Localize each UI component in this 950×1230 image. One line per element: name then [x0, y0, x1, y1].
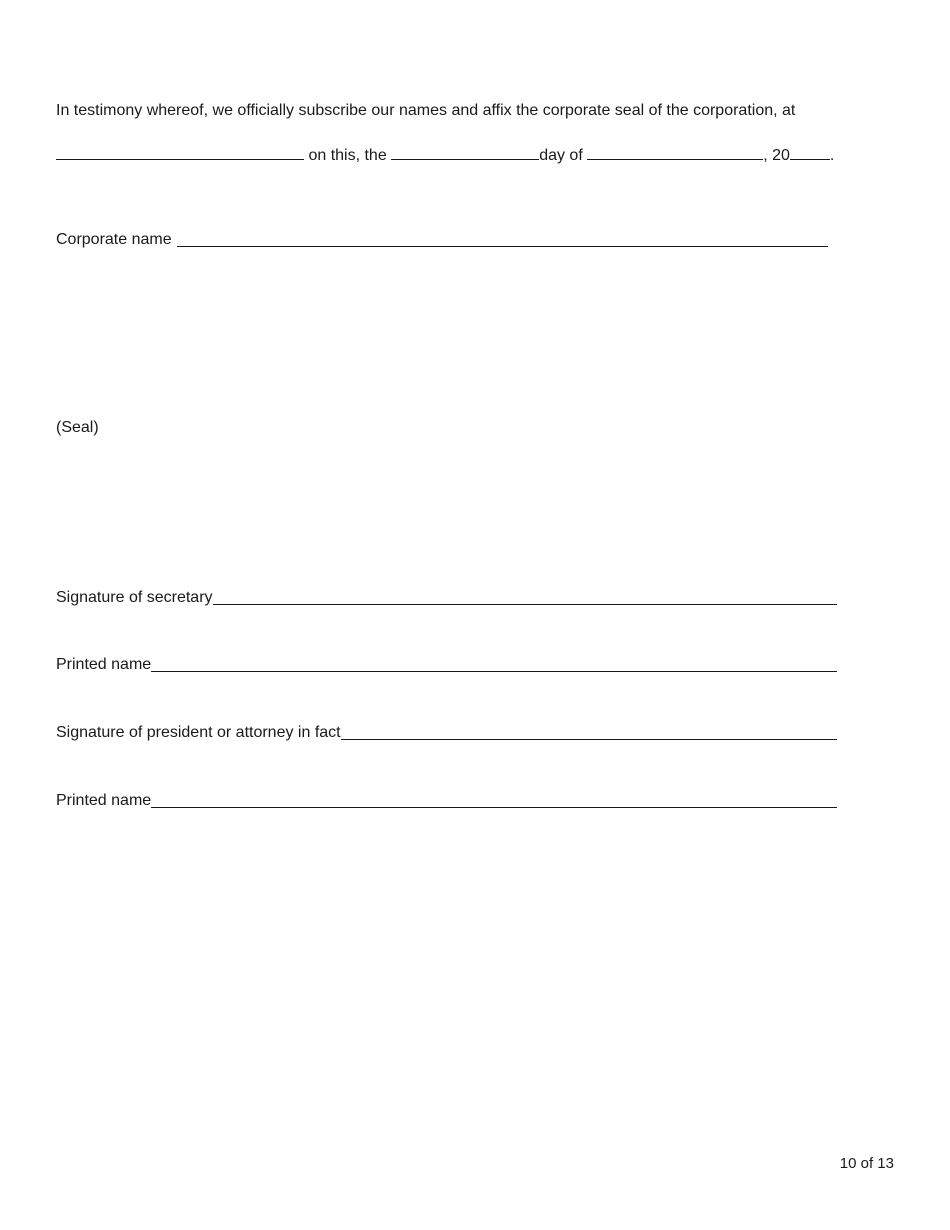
president-signature-row	[56, 723, 837, 743]
location-blank[interactable]	[56, 144, 304, 160]
secretary-printed-name-field[interactable]	[151, 655, 837, 672]
printed-name-label: Printed name	[56, 656, 152, 673]
day-blank[interactable]	[391, 144, 539, 160]
day-of-label: day of	[539, 147, 583, 164]
secretary-signature-field[interactable]	[213, 588, 837, 605]
on-this-the-label: on this, the	[308, 147, 387, 164]
year-prefix-label: , 20	[763, 147, 790, 164]
president-printed-name-field[interactable]	[151, 791, 837, 808]
year-blank[interactable]	[790, 144, 830, 160]
corporate-name-row	[56, 230, 828, 250]
month-blank[interactable]	[587, 144, 763, 160]
president-signature-label: Signature of president or attorney in fact	[56, 724, 341, 741]
page-number: 10 of 13	[839, 1155, 894, 1172]
secretary-printed-name-row	[56, 655, 837, 675]
printed-name-label: Printed name	[56, 792, 152, 809]
president-signature-field[interactable]	[341, 723, 837, 740]
end-period: .	[829, 147, 835, 164]
corporate-name-label: Corporate name	[56, 231, 172, 248]
seal-placeholder: (Seal)	[56, 419, 99, 436]
corporate-name-field[interactable]	[177, 230, 828, 247]
president-printed-name-row	[56, 791, 837, 811]
secretary-signature-row	[56, 588, 837, 608]
location-date-line	[56, 144, 834, 166]
secretary-signature-label: Signature of secretary	[56, 589, 213, 606]
testimony-statement: In testimony whereof, we officially subscribe our names and affix the corporate seal of the corporation, at	[56, 102, 796, 119]
